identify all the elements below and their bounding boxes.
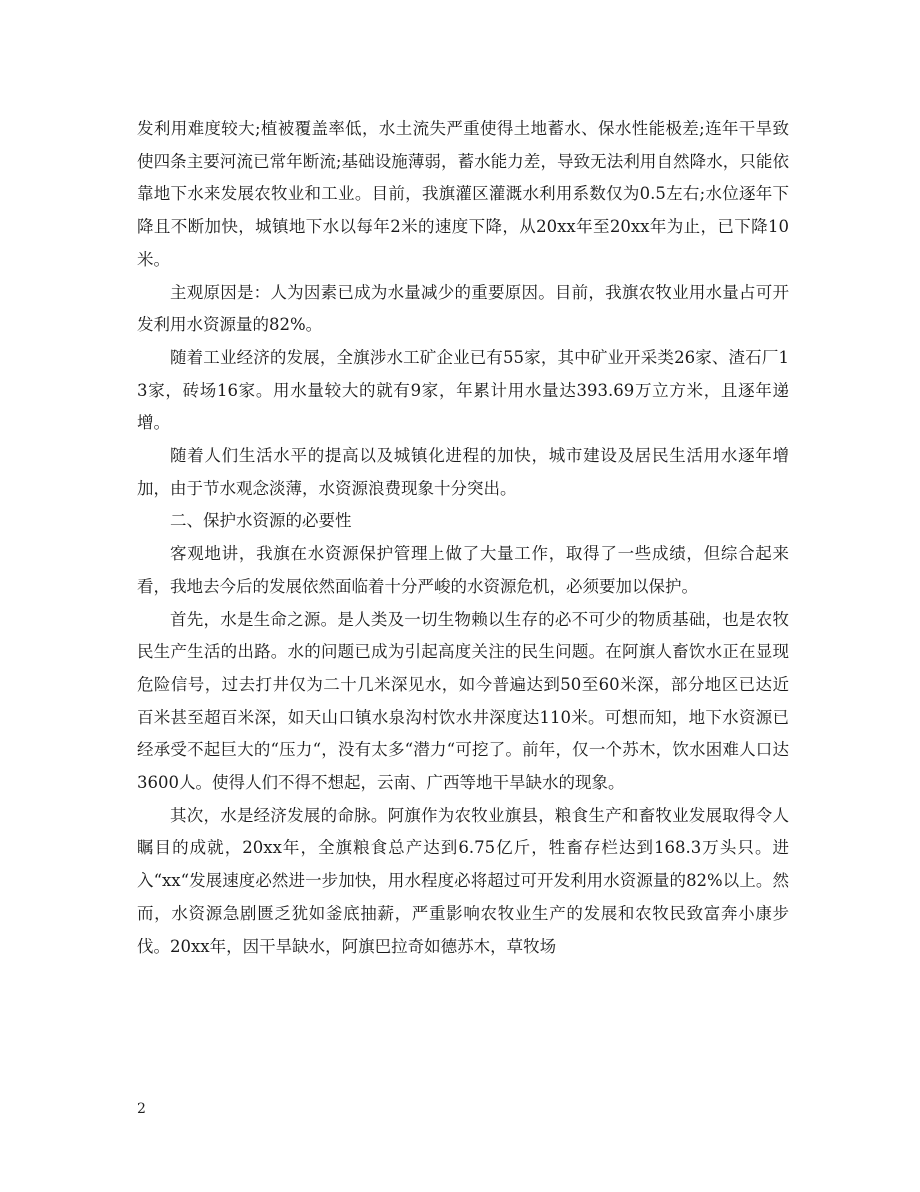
body-paragraph-urbanization: 随着人们生活水平的提高以及城镇化进程的加快，城市建设及居民生活用水逐年增加，由于节水观念淡薄，水资源浪费现象十分突出。 [137,446,789,498]
body-paragraph-subjective-reasons: 主观原因是：人为因素已成为水量减少的重要原因。目前，我旗农牧业用水量占可开发利用水资源量的82%。 [137,282,789,335]
section-heading: 二、保护水资源的必要性 [170,511,352,531]
body-paragraph-objective: 客观地讲，我旗在水资源保护管理上做了大量工作，取得了一些成绩，但综合起来看，我地去今后的发展依然面临着十分严峻的水资源危机，必须要加以保护。 [137,544,789,596]
body-paragraph-continued: 发利用难度较大;植被覆盖率低，水土流失严重使得土地蓄水、保水性能极差;连年干旱致使四条主要河流已常年断流;基础设施薄弱，蓄水能力差，导致无法利用自然降水，只能依靠地下水来发展农牧业和工业。目前，我旗灌区灌溉水利用系数仅为0.5左右;水位逐年下降且不断加快，城镇地下水以每年2米的速度下降，从20xx年至20xx年为止，已下降10米。 [137,119,789,269]
document-body [137,113,789,963]
body-paragraph-industry: 随着工业经济的发展，全旗涉水工矿企业已有55家，其中矿业开采类26家、渣石厂13家，砖场16家。用水量较大的就有9家，年累计用水量达393.69万立方米，且逐年递增。 [137,347,789,433]
body-paragraph-first-point: 首先，水是生命之源。是人类及一切生物赖以生存的必不可少的物质基础，也是农牧民生产生活的出路。水的问题已成为引起高度关注的民生问题。在阿旗人畜饮水正在显现危险信号，过去打井仅为二十几米深见水，如今普遍达到50至60米深，部分地区已达近百米甚至超百米深，如天山口镇水泉沟村饮水井深度达110米。可想而知，地下水资源已经承受不起巨大的“压力“，没有太多“潜力“可挖了。前年，仅一个苏木，饮水困难人口达3600人。使得人们不得不想起，云南、广西等地干旱缺水的现象。 [137,609,789,793]
body-paragraph-second-point: 其次，水是经济发展的命脉。阿旗作为农牧业旗县，粮食生产和畜牧业发展取得令人瞩目的成就，20xx年，全旗粮食总产达到6.75亿斤，牲畜存栏达到168.3万头只。进入“xx“发展速度必然进一步加快，用水程度必将超过可开发利用水资源量的82%以上。然而，水资源急剧匮乏犹如釜底抽薪，严重影响农牧业生产的发展和农牧民致富奔小康步伐。20xx年，因干旱缺水，阿旗巴拉奇如德苏木，草牧场 [137,805,789,956]
page-number: 2 [137,1101,146,1117]
